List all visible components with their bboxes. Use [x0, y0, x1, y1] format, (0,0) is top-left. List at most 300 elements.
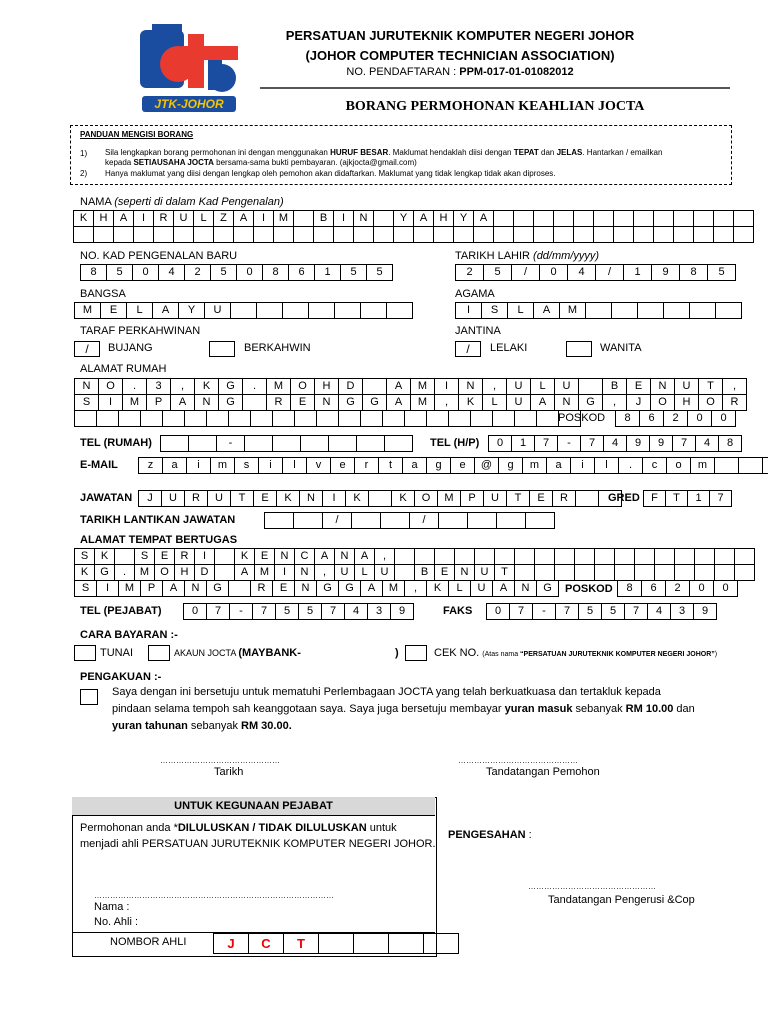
char-cell[interactable]: 8 [262, 264, 289, 281]
faks[interactable] [486, 603, 716, 620]
char-cell[interactable] [734, 548, 755, 565]
char-cell[interactable]: 8 [617, 580, 642, 597]
kerja-row-2[interactable] [74, 564, 754, 581]
char-cell[interactable] [614, 564, 635, 581]
char-cell[interactable] [333, 226, 354, 243]
char-cell[interactable]: I [96, 580, 119, 597]
char-cell[interactable]: a [162, 457, 187, 474]
char-cell[interactable] [534, 564, 555, 581]
char-cell[interactable]: o [666, 457, 691, 474]
char-cell[interactable]: G [218, 378, 243, 395]
char-cell[interactable]: 5 [275, 603, 299, 620]
char-cell[interactable]: L [530, 378, 555, 395]
ic-number[interactable] [80, 264, 392, 281]
char-cell[interactable] [214, 548, 235, 565]
char-cell[interactable]: S [74, 394, 99, 411]
char-cell[interactable]: a [402, 457, 427, 474]
char-cell[interactable]: 6 [639, 410, 664, 427]
char-cell[interactable]: O [98, 378, 123, 395]
char-cell[interactable] [206, 410, 229, 427]
char-cell[interactable] [494, 548, 515, 565]
char-cell[interactable] [114, 548, 135, 565]
char-cell[interactable] [300, 435, 329, 452]
char-cell[interactable]: e [330, 457, 355, 474]
char-cell[interactable]: H [174, 564, 195, 581]
char-cell[interactable]: N [294, 564, 315, 581]
char-cell[interactable]: E [626, 378, 651, 395]
char-cell[interactable]: . [618, 457, 643, 474]
cek-checkbox[interactable] [405, 645, 427, 661]
char-cell[interactable]: 4 [158, 264, 185, 281]
char-cell[interactable] [689, 302, 716, 319]
char-cell[interactable] [594, 564, 615, 581]
char-cell[interactable]: A [386, 378, 411, 395]
char-cell[interactable]: r [354, 457, 379, 474]
char-cell[interactable]: 9 [626, 435, 650, 452]
char-cell[interactable]: H [433, 210, 454, 227]
char-cell[interactable]: K [345, 490, 369, 507]
char-cell[interactable]: O [414, 490, 438, 507]
char-cell[interactable]: N [514, 580, 537, 597]
char-cell[interactable] [553, 226, 574, 243]
char-cell[interactable]: M [273, 210, 294, 227]
char-cell[interactable]: 5 [483, 264, 512, 281]
char-cell[interactable] [514, 564, 535, 581]
alamat-row-1[interactable] [74, 378, 746, 395]
char-cell[interactable] [328, 435, 357, 452]
char-cell[interactable]: I [434, 378, 459, 395]
char-cell[interactable] [242, 394, 267, 411]
char-cell[interactable]: 8 [718, 435, 742, 452]
char-cell[interactable]: , [314, 564, 335, 581]
char-cell[interactable]: U [470, 580, 493, 597]
char-cell[interactable]: A [162, 580, 185, 597]
char-cell[interactable]: a [546, 457, 571, 474]
char-cell[interactable] [272, 435, 301, 452]
char-cell[interactable] [173, 226, 194, 243]
char-cell[interactable] [513, 226, 534, 243]
char-cell[interactable] [153, 226, 174, 243]
char-cell[interactable]: 2 [455, 264, 484, 281]
char-cell[interactable]: N [274, 548, 295, 565]
char-cell[interactable] [715, 302, 742, 319]
char-cell[interactable]: 4 [344, 603, 368, 620]
char-cell[interactable] [264, 512, 294, 529]
char-cell[interactable]: A [354, 548, 375, 565]
bangsa[interactable] [74, 302, 412, 319]
char-cell[interactable] [613, 210, 634, 227]
char-cell[interactable]: 5 [340, 264, 367, 281]
char-cell[interactable]: R [250, 580, 273, 597]
char-cell[interactable]: N [314, 394, 339, 411]
char-cell[interactable] [404, 410, 427, 427]
char-cell[interactable]: s [234, 457, 259, 474]
char-cell[interactable]: t [378, 457, 403, 474]
char-cell[interactable] [634, 564, 655, 581]
char-cell[interactable]: M [134, 564, 155, 581]
char-cell[interactable]: A [234, 564, 255, 581]
char-cell[interactable]: A [530, 394, 555, 411]
char-cell[interactable]: M [122, 394, 147, 411]
char-cell[interactable]: / [511, 264, 540, 281]
char-cell[interactable] [96, 410, 119, 427]
char-cell[interactable]: 0 [711, 410, 736, 427]
char-cell[interactable]: B [602, 378, 627, 395]
char-cell[interactable] [228, 410, 251, 427]
char-cell[interactable] [654, 564, 675, 581]
kerja-row-3[interactable] [74, 580, 558, 597]
char-cell[interactable]: U [554, 378, 579, 395]
char-cell[interactable] [253, 226, 274, 243]
char-cell[interactable]: U [374, 564, 395, 581]
char-cell[interactable]: - [532, 603, 556, 620]
char-cell[interactable] [384, 435, 413, 452]
char-cell[interactable]: O [154, 564, 175, 581]
char-cell[interactable]: N [353, 210, 374, 227]
char-cell[interactable]: U [204, 302, 231, 319]
char-cell[interactable]: K [276, 490, 300, 507]
char-cell[interactable]: R [174, 548, 195, 565]
char-cell[interactable]: M [118, 580, 141, 597]
char-cell[interactable]: U [474, 564, 495, 581]
char-cell[interactable] [533, 226, 554, 243]
char-cell[interactable]: 8 [615, 410, 640, 427]
char-cell[interactable]: i [570, 457, 595, 474]
char-cell[interactable]: 7 [624, 603, 648, 620]
char-cell[interactable]: 7 [709, 490, 732, 507]
char-cell[interactable]: - [557, 435, 581, 452]
tel-hp[interactable] [488, 435, 741, 452]
char-cell[interactable]: I [274, 564, 295, 581]
char-cell[interactable]: A [314, 548, 335, 565]
char-cell[interactable]: G [338, 580, 361, 597]
char-cell[interactable]: N [458, 378, 483, 395]
char-cell[interactable]: I [322, 490, 346, 507]
char-cell[interactable]: N [554, 394, 579, 411]
char-cell[interactable] [256, 302, 283, 319]
char-cell[interactable]: G [578, 394, 603, 411]
char-cell[interactable] [734, 564, 755, 581]
nama-row-1[interactable] [73, 210, 753, 227]
char-cell[interactable]: 0 [236, 264, 263, 281]
char-cell[interactable] [118, 410, 141, 427]
char-cell[interactable] [193, 226, 214, 243]
char-cell[interactable] [554, 564, 575, 581]
char-cell[interactable] [334, 302, 361, 319]
char-cell[interactable]: 6 [288, 264, 315, 281]
char-cell[interactable]: E [254, 548, 275, 565]
char-cell[interactable]: U [161, 490, 185, 507]
lelaki-checkbox[interactable]: / [455, 341, 481, 357]
akaun-checkbox[interactable] [148, 645, 170, 661]
char-cell[interactable]: K [94, 548, 115, 565]
nama-row-2[interactable] [73, 226, 753, 243]
char-cell[interactable]: R [153, 210, 174, 227]
char-cell[interactable]: I [455, 302, 482, 319]
char-cell[interactable]: E [272, 580, 295, 597]
char-cell[interactable]: N [194, 394, 219, 411]
char-cell[interactable]: 4 [647, 603, 671, 620]
char-cell[interactable]: G [94, 564, 115, 581]
char-cell[interactable]: c [642, 457, 667, 474]
char-cell[interactable]: m [690, 457, 715, 474]
char-cell[interactable]: 5 [106, 264, 133, 281]
char-cell[interactable]: Y [178, 302, 205, 319]
char-cell[interactable]: 1 [511, 435, 535, 452]
char-cell[interactable]: E [529, 490, 553, 507]
char-cell[interactable]: m [522, 457, 547, 474]
char-cell[interactable]: 7 [252, 603, 276, 620]
char-cell[interactable] [213, 226, 234, 243]
char-cell[interactable]: 9 [693, 603, 717, 620]
char-cell[interactable]: A [170, 394, 195, 411]
char-cell[interactable] [614, 548, 635, 565]
berkahwin-checkbox[interactable] [209, 341, 235, 357]
char-cell[interactable] [294, 410, 317, 427]
char-cell[interactable] [593, 210, 614, 227]
pengakuan-checkbox[interactable] [80, 689, 98, 705]
char-cell[interactable]: A [386, 394, 411, 411]
char-cell[interactable] [474, 548, 495, 565]
char-cell[interactable]: M [266, 378, 291, 395]
char-cell[interactable] [713, 210, 734, 227]
char-cell[interactable]: . [114, 564, 135, 581]
char-cell[interactable] [454, 548, 475, 565]
char-cell[interactable]: . [122, 378, 147, 395]
char-cell[interactable]: G [338, 394, 363, 411]
char-cell[interactable] [663, 302, 690, 319]
char-cell[interactable]: E [290, 394, 315, 411]
char-cell[interactable]: A [152, 302, 179, 319]
char-cell[interactable] [438, 512, 468, 529]
char-cell[interactable]: N [184, 580, 207, 597]
char-cell[interactable] [351, 512, 381, 529]
char-cell[interactable]: 2 [665, 580, 690, 597]
char-cell[interactable]: H [314, 378, 339, 395]
char-cell[interactable]: M [437, 490, 461, 507]
char-cell[interactable]: Y [453, 210, 474, 227]
char-cell[interactable] [188, 435, 217, 452]
char-cell[interactable]: Z [213, 210, 234, 227]
char-cell[interactable]: O [650, 394, 675, 411]
char-cell[interactable]: F [643, 490, 666, 507]
char-cell[interactable] [356, 435, 385, 452]
char-cell[interactable] [674, 548, 695, 565]
char-cell[interactable] [554, 548, 575, 565]
char-cell[interactable] [214, 564, 235, 581]
char-cell[interactable] [514, 548, 535, 565]
char-cell[interactable] [574, 564, 595, 581]
char-cell[interactable]: , [434, 394, 459, 411]
char-cell[interactable]: E [154, 548, 175, 565]
char-cell[interactable] [433, 226, 454, 243]
char-cell[interactable] [353, 226, 374, 243]
char-cell[interactable]: g [426, 457, 451, 474]
char-cell[interactable] [184, 410, 207, 427]
char-cell[interactable]: 7 [321, 603, 345, 620]
char-cell[interactable] [611, 302, 638, 319]
char-cell[interactable] [133, 226, 154, 243]
char-cell[interactable] [733, 226, 754, 243]
char-cell[interactable] [738, 457, 763, 474]
char-cell[interactable]: N [299, 490, 323, 507]
char-cell[interactable]: B [313, 210, 334, 227]
char-cell[interactable]: M [74, 302, 101, 319]
char-cell[interactable]: 7 [206, 603, 230, 620]
char-cell[interactable]: A [413, 210, 434, 227]
char-cell[interactable]: A [492, 580, 515, 597]
char-cell[interactable] [413, 226, 434, 243]
char-cell[interactable] [514, 410, 537, 427]
char-cell[interactable]: T [698, 378, 723, 395]
char-cell[interactable]: O [290, 378, 315, 395]
char-cell[interactable]: 9 [390, 603, 414, 620]
char-cell[interactable]: S [481, 302, 508, 319]
char-cell[interactable] [272, 410, 295, 427]
char-cell[interactable]: N [74, 378, 99, 395]
char-cell[interactable]: E [253, 490, 277, 507]
char-cell[interactable]: D [338, 378, 363, 395]
char-cell[interactable] [762, 457, 768, 474]
char-cell[interactable]: 8 [80, 264, 107, 281]
char-cell[interactable]: T [665, 490, 688, 507]
char-cell[interactable]: 5 [578, 603, 602, 620]
char-cell[interactable] [513, 210, 534, 227]
char-cell[interactable] [362, 378, 387, 395]
char-cell[interactable]: E [100, 302, 127, 319]
char-cell[interactable] [74, 410, 97, 427]
char-cell[interactable] [673, 210, 694, 227]
char-cell[interactable] [525, 512, 555, 529]
char-cell[interactable] [160, 435, 189, 452]
char-cell[interactable] [493, 210, 514, 227]
char-cell[interactable]: 5 [707, 264, 736, 281]
char-cell[interactable] [694, 564, 715, 581]
char-cell[interactable] [228, 580, 251, 597]
char-cell[interactable]: R [266, 394, 291, 411]
char-cell[interactable] [453, 226, 474, 243]
char-cell[interactable]: U [207, 490, 231, 507]
tunai-checkbox[interactable] [74, 645, 96, 661]
char-cell[interactable]: D [194, 564, 215, 581]
char-cell[interactable]: 3 [670, 603, 694, 620]
char-cell[interactable]: 5 [210, 264, 237, 281]
char-cell[interactable] [633, 210, 654, 227]
char-cell[interactable]: T [230, 490, 254, 507]
email[interactable] [138, 457, 768, 474]
char-cell[interactable] [318, 933, 354, 954]
char-cell[interactable]: B [414, 564, 435, 581]
char-cell[interactable]: 1 [623, 264, 652, 281]
char-cell[interactable]: R [722, 394, 747, 411]
char-cell[interactable]: S [134, 548, 155, 565]
char-cell[interactable]: 4 [603, 435, 627, 452]
char-cell[interactable] [593, 226, 614, 243]
char-cell[interactable] [93, 226, 114, 243]
char-cell[interactable] [578, 378, 603, 395]
char-cell[interactable]: 9 [649, 435, 673, 452]
char-cell[interactable]: G [218, 394, 243, 411]
char-cell[interactable]: I [333, 210, 354, 227]
char-cell[interactable] [423, 933, 459, 954]
char-cell[interactable] [693, 210, 714, 227]
char-cell[interactable]: v [306, 457, 331, 474]
char-cell[interactable]: U [506, 378, 531, 395]
char-cell[interactable]: 7 [534, 435, 558, 452]
char-cell[interactable] [113, 226, 134, 243]
char-cell[interactable] [694, 548, 715, 565]
wanita-checkbox[interactable] [566, 341, 592, 357]
char-cell[interactable]: m [210, 457, 235, 474]
char-cell[interactable]: T [283, 933, 319, 954]
char-cell[interactable]: N [454, 564, 475, 581]
char-cell[interactable] [162, 410, 185, 427]
char-cell[interactable]: U [483, 490, 507, 507]
char-cell[interactable]: E [434, 564, 455, 581]
char-cell[interactable]: J [213, 933, 249, 954]
char-cell[interactable]: L [193, 210, 214, 227]
char-cell[interactable]: I [98, 394, 123, 411]
nombor-ahli[interactable] [213, 933, 458, 954]
bujang-checkbox[interactable]: / [74, 341, 100, 357]
char-cell[interactable] [492, 410, 515, 427]
char-cell[interactable] [536, 410, 559, 427]
char-cell[interactable]: l [594, 457, 619, 474]
char-cell[interactable] [714, 564, 735, 581]
char-cell[interactable] [373, 210, 394, 227]
char-cell[interactable]: S [74, 548, 95, 565]
char-cell[interactable]: N [650, 378, 675, 395]
char-cell[interactable]: M [559, 302, 586, 319]
char-cell[interactable]: O [698, 394, 723, 411]
char-cell[interactable]: N [294, 580, 317, 597]
char-cell[interactable] [373, 226, 394, 243]
char-cell[interactable] [293, 512, 323, 529]
char-cell[interactable]: 0 [486, 603, 510, 620]
char-cell[interactable]: U [334, 564, 355, 581]
char-cell[interactable]: @ [474, 457, 499, 474]
char-cell[interactable]: 3 [367, 603, 391, 620]
char-cell[interactable]: I [194, 548, 215, 565]
char-cell[interactable]: g [498, 457, 523, 474]
char-cell[interactable]: 0 [132, 264, 159, 281]
char-cell[interactable] [654, 548, 675, 565]
char-cell[interactable]: 3 [146, 378, 171, 395]
char-cell[interactable]: A [533, 302, 560, 319]
tel-pejabat[interactable] [183, 603, 413, 620]
char-cell[interactable]: K [234, 548, 255, 565]
char-cell[interactable] [380, 512, 410, 529]
char-cell[interactable]: 0 [539, 264, 568, 281]
char-cell[interactable]: T [506, 490, 530, 507]
char-cell[interactable]: 0 [689, 580, 714, 597]
char-cell[interactable] [493, 226, 514, 243]
char-cell[interactable]: G [316, 580, 339, 597]
char-cell[interactable]: H [674, 394, 699, 411]
poskod-2[interactable] [617, 580, 737, 597]
char-cell[interactable]: Y [393, 210, 414, 227]
char-cell[interactable]: L [448, 580, 471, 597]
poskod[interactable] [615, 410, 735, 427]
char-cell[interactable] [575, 490, 599, 507]
char-cell[interactable]: K [426, 580, 449, 597]
char-cell[interactable] [713, 226, 734, 243]
char-cell[interactable] [733, 210, 754, 227]
char-cell[interactable]: 5 [601, 603, 625, 620]
jawatan[interactable] [138, 490, 621, 507]
char-cell[interactable] [368, 490, 392, 507]
char-cell[interactable] [470, 410, 493, 427]
